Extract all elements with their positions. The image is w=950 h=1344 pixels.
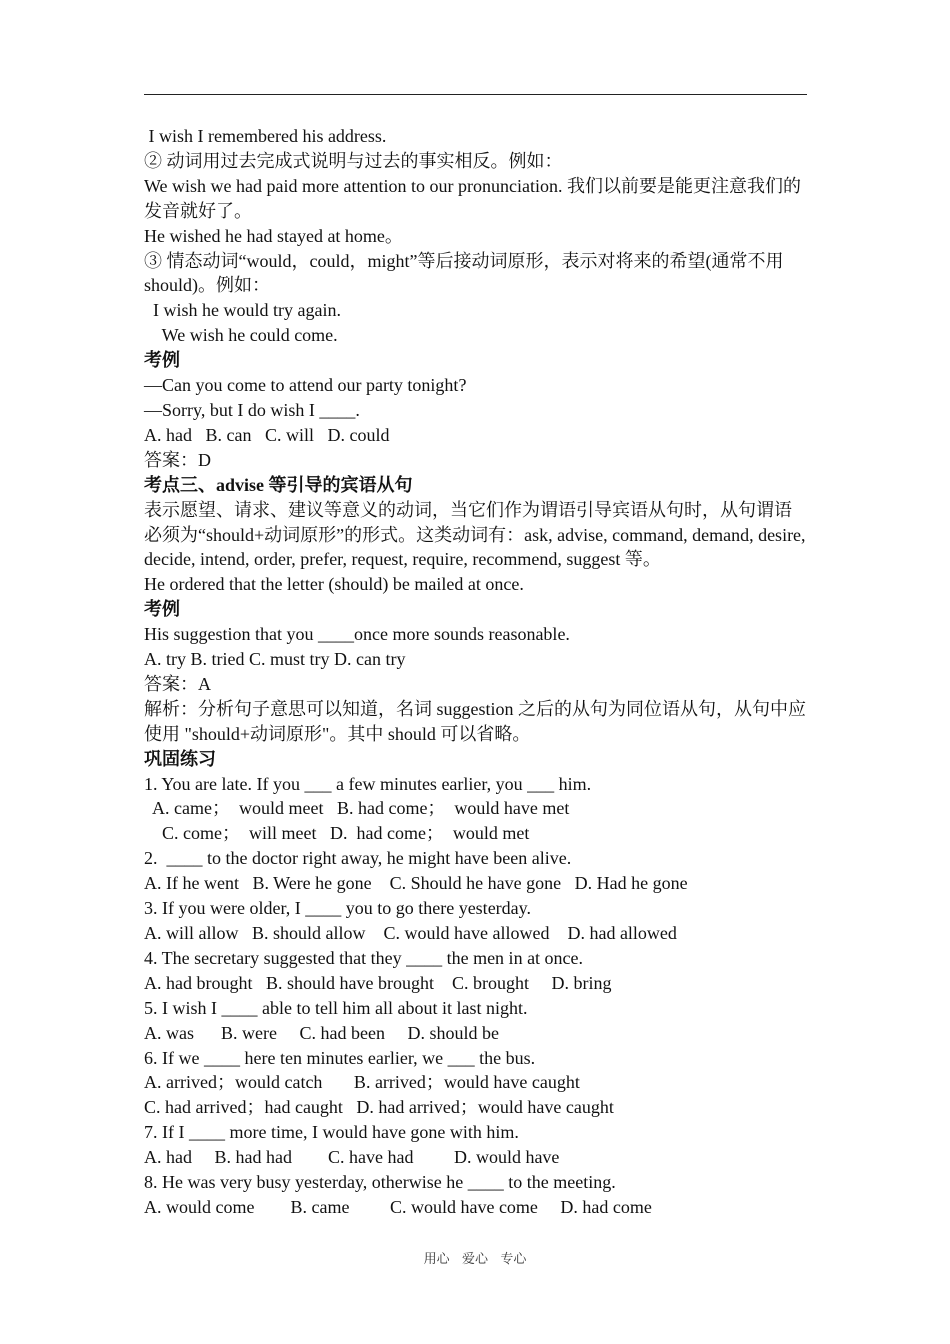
text-line: 表示愿望、请求、建议等意义的动词，当它们作为谓语引导宾语从句时，从句谓语必须为“should+动词原形”的形式。这类动词有：ask, advise, command, demand, desire, decide, intend, order, prefer, request, require, recommend, suggest 等。 [144, 499, 806, 570]
text-line: A. had brought B. should have brought C. brought D. bring [144, 972, 612, 993]
text-line: He wished he had stayed at home。 [144, 225, 403, 246]
text-line: We wish he could come. [144, 325, 338, 346]
text-line: I wish he would try again. [144, 300, 341, 321]
text-line: —Can you come to attend our party tonight? [144, 375, 467, 396]
text-line: A. had B. had had C. have had D. would have [144, 1147, 560, 1168]
text-line: I wish I remembered his address. [144, 126, 387, 146]
header-rule [144, 94, 807, 95]
section-heading: 考点三、advise 等引导的宾语从句 [144, 474, 413, 495]
text-line: 3. If you were older, I ____ you to go there yesterday. [144, 898, 531, 919]
text-line: A. would come B. came C. would have come D. had come [144, 1196, 652, 1217]
text-line: ② 动词用过去完成式说明与过去的事实相反。例如： [144, 150, 563, 171]
section-heading: 考例 [144, 350, 180, 371]
text-line: 答案：D [144, 449, 211, 470]
text-line: He ordered that the letter (should) be mailed at once. [144, 574, 524, 595]
text-line: A. was B. were C. had been D. should be [144, 1022, 499, 1043]
text-line: C. come； will meet D. had come； would met [144, 823, 530, 844]
text-line: A. will allow B. should allow C. would have allowed D. had allowed [144, 923, 677, 943]
text-line: 7. If I ____ more time, I would have gone with him. [144, 1122, 519, 1143]
text-line: His suggestion that you ____once more sounds reasonable. [144, 624, 570, 645]
text-line: ③ 情态动词“would，could，might”等后接动词原形，表示对将来的希望(通常不用 should)。例如： [144, 250, 784, 296]
text-line: 1. You are late. If you ___ a few minutes earlier, you ___ him. [144, 773, 592, 794]
page-footer: 用心 爱心 专心 [423, 1252, 527, 1267]
text-line: We wish we had paid more attention to our pronunciation. 我们以前要是能更注意我们的发音就好了。 [144, 175, 801, 221]
document-body [144, 124, 807, 1220]
text-line: A. arrived；would catch B. arrived；would have caught [144, 1072, 580, 1093]
text-line: 答案：A [144, 673, 211, 694]
text-line: 2. ____ to the doctor right away, he might have been alive. [144, 848, 572, 869]
text-line: A. try B. tried C. must try D. can try [144, 649, 406, 670]
text-line: 6. If we ____ here ten minutes earlier, we ___ the bus. [144, 1047, 536, 1068]
text-line: A. had B. can C. will D. could [144, 424, 390, 445]
section-heading: 巩固练习 [144, 748, 216, 769]
text-line: —Sorry, but I do wish I ____. [144, 399, 360, 420]
text-line: 解析：分析句子意思可以知道，名词 suggestion 之后的从句为同位语从句，从句中应使用 "should+动词原形"。其中 should 可以省略。 [144, 698, 806, 744]
text-line: 5. I wish I ____ able to tell him all about it last night. [144, 997, 528, 1018]
section-heading: 考例 [144, 599, 180, 620]
text-line: 8. He was very busy yesterday, otherwise he ____ to the meeting. [144, 1172, 616, 1193]
text-line: A. came； would meet B. had come； would have met [144, 798, 570, 819]
text-line: 4. The secretary suggested that they ____ the men in at once. [144, 947, 584, 968]
text-line: C. had arrived；had caught D. had arrived；would have caught [144, 1097, 614, 1118]
text-line: A. If he went B. Were he gone C. Should he have gone D. Had he gone [144, 873, 688, 894]
